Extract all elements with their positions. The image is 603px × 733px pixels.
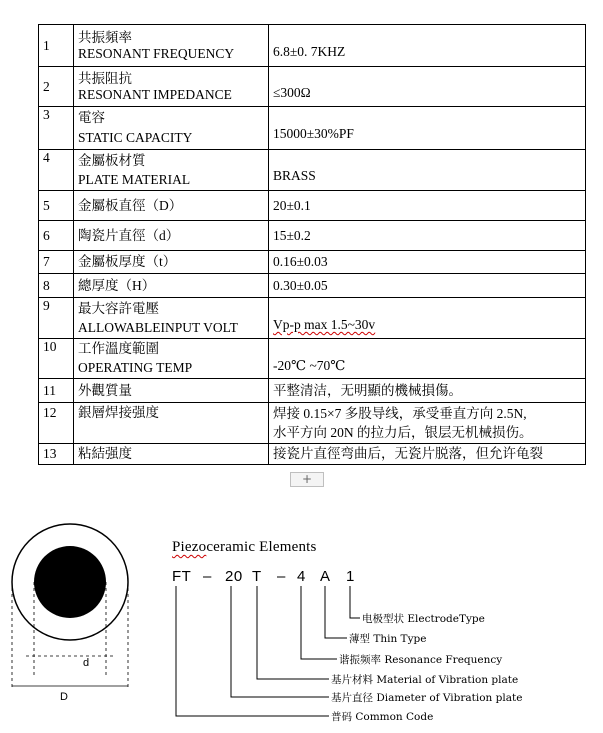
code-segment: FT — [172, 568, 192, 585]
param-value: 0.16±0.03 — [269, 251, 586, 274]
dim-label-d: d — [83, 657, 90, 669]
param-value: 0.30±0.05 — [269, 274, 586, 298]
param-value: -20℃ ~70℃ — [269, 339, 586, 379]
param-name: 金屬板厚度（t） — [74, 251, 269, 274]
param-name-zh: 電容 — [78, 110, 105, 125]
row-number: 10 — [39, 339, 74, 379]
legend-electrode-type: 电极型状 ElectrodeType — [362, 613, 485, 625]
code-segment: T — [252, 568, 262, 585]
row-number: 12 — [39, 403, 74, 444]
code-segment: – — [203, 568, 212, 585]
legend-thin-type: 薄型 Thin Type — [349, 633, 427, 645]
row-number: 7 — [39, 251, 74, 274]
leader-line — [301, 586, 337, 659]
param-name-en: RESONANT IMPEDANCE — [78, 86, 232, 102]
param-name-zh: 共振阻抗 — [78, 70, 132, 86]
param-name-en: OPERATING TEMP — [78, 360, 193, 375]
param-name: 銀層焊接强度 — [74, 403, 269, 444]
param-value: 15000±30%PF — [269, 107, 586, 150]
row-number: 5 — [39, 191, 74, 221]
param-value: BRASS — [269, 150, 586, 191]
param-name-zh: 金屬板材質 — [78, 152, 146, 168]
param-value: 20±0.1 — [269, 191, 586, 221]
row-number: 6 — [39, 221, 74, 251]
param-value-line2: 水平方向 20N 的拉力后，银层无机械损伤。 — [273, 425, 533, 440]
row-number: 1 — [39, 25, 74, 67]
param-value: ≤300Ω — [269, 67, 586, 107]
leader-line — [350, 586, 360, 618]
dim-label-D: D — [60, 691, 68, 703]
param-value-line1: 焊接 0.15×7 多股导线，承受垂直方向 2.5N, — [273, 406, 527, 421]
legend-common-code: 普码 Common Code — [331, 711, 434, 723]
param-name: 粘結强度 — [74, 444, 269, 465]
param-name: 金屬板直徑（D） — [74, 191, 269, 221]
add-row-button[interactable]: + — [290, 472, 324, 487]
title-prefix: Piezo — [172, 539, 207, 555]
param-value: 平整清洁，无明顯的機械損傷。 — [269, 379, 586, 403]
param-value: 15±0.2 — [269, 221, 586, 251]
legend-plate-diameter: 基片直径 Diameter of Vibration plate — [331, 692, 523, 704]
row-number: 13 — [39, 444, 74, 465]
code-segment: A — [320, 568, 331, 585]
row-number: 11 — [39, 379, 74, 403]
leader-line — [231, 586, 329, 697]
title-rest: ceramic Elements — [206, 539, 317, 555]
param-name-zh: 最大容許電壓 — [78, 300, 159, 316]
code-segment: – — [277, 568, 286, 585]
row-number: 9 — [39, 298, 74, 339]
row-number: 3 — [39, 107, 74, 150]
param-value-text: Vp-p max 1.5~30v — [273, 317, 376, 332]
param-name-en: PLATE MATERIAL — [78, 171, 191, 187]
param-name-zh: 工作溫度範圍 — [78, 341, 159, 356]
legend-plate-material: 基片材料 Material of Vibration plate — [331, 674, 519, 686]
leader-line — [257, 586, 329, 679]
code-segment: 1 — [346, 568, 355, 585]
row-number: 4 — [39, 150, 74, 191]
leader-line — [325, 586, 347, 638]
param-name-en: ALLOWABLEINPUT VOLT — [78, 319, 238, 335]
code-segment: 20 — [225, 568, 243, 585]
legend-resonance-frequency: 谐振频率 Resonance Frequency — [339, 654, 503, 666]
param-name-en: RESONANT FREQUENCY — [78, 45, 235, 61]
param-name-zh: 共振頻率 — [78, 29, 132, 45]
param-name: 外觀質量 — [74, 379, 269, 403]
param-value: 接瓷片直徑弯曲后，无瓷片脱落，但允许龟裂 — [269, 444, 586, 465]
row-number: 8 — [39, 274, 74, 298]
param-name: 總厚度（H） — [74, 274, 269, 298]
row-number: 2 — [39, 67, 74, 107]
param-value: 6.8±0. 7KHZ — [269, 25, 586, 67]
code-segment: 4 — [297, 568, 306, 585]
param-name-en: STATIC CAPACITY — [78, 130, 193, 145]
param-name: 陶瓷片直徑（d） — [74, 221, 269, 251]
